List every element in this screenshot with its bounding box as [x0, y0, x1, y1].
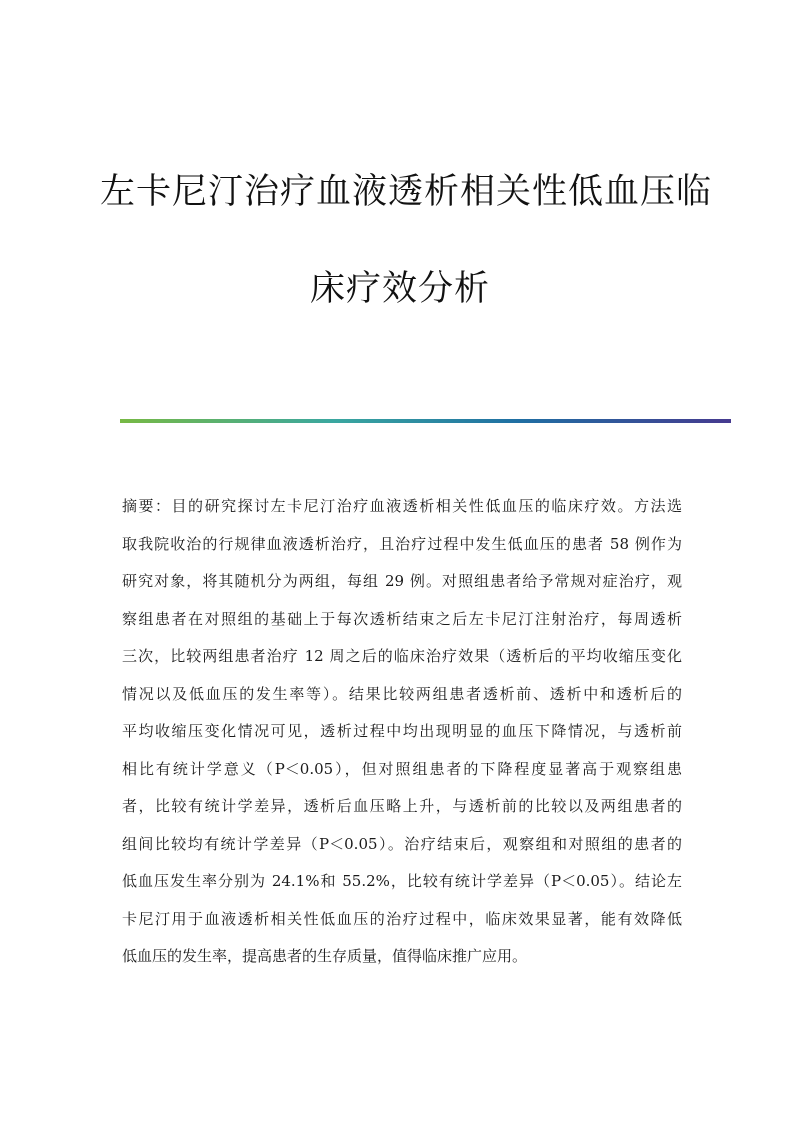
abstract-line-13: 低血压的发生率，提高患者的生存质量，值得临床推广应用。 — [122, 947, 528, 965]
abstract-line-4: 察组患者在对照组的基础上于每次透析结束之后左卡尼汀注射治疗，每周透析 — [122, 609, 682, 628]
title-line-1: 左卡尼汀治疗血液透析相关性低血压临 — [100, 172, 713, 212]
title-divider — [120, 419, 731, 423]
abstract-line-11: 低血压发生率分别为 24.1%和 55.2%，比较有统计学差异（P＜0.05）。结论左 — [122, 872, 682, 890]
abstract-paragraph — [122, 488, 682, 976]
abstract-line-10: 组间比较均有统计学差异（P＜0.05）。治疗结束后，观察组和对照组的患者的 — [122, 834, 682, 853]
title-line-2: 床疗效分析 — [309, 269, 490, 309]
abstract-line-3: 研究对象，将其随机分为两组，每组 29 例。对照组患者给予常规对症治疗，观 — [122, 572, 682, 590]
abstract-line-8: 相比有统计学意义（P＜0.05），但对照组患者的下降程度显著高于观察组患 — [122, 759, 682, 778]
abstract-line-12: 卡尼汀用于血液透析相关性低血压的治疗过程中，临床效果显著，能有效降低 — [122, 909, 682, 928]
abstract-line-6: 情况以及低血压的发生率等）。结果比较两组患者透析前、透析中和透析后的 — [122, 684, 682, 703]
abstract-line-7: 平均收缩压变化情况可见，透析过程中均出现明显的血压下降情况，与透析前 — [122, 722, 682, 740]
abstract-line-1: 摘要：目的研究探讨左卡尼汀治疗血液透析相关性低血压的临床疗效。方法选 — [122, 497, 682, 515]
document-title — [100, 170, 713, 311]
abstract-line-9: 者，比较有统计学差异，透析后血压略上升，与透析前的比较以及两组患者的 — [122, 797, 682, 815]
abstract-line-2: 取我院收治的行规律血液透析治疗，且治疗过程中发生低血压的患者 58 例作为 — [122, 534, 682, 553]
abstract-line-5: 三次，比较两组患者治疗 12 周之后的临床治疗效果（透析后的平均收缩压变化 — [122, 647, 682, 665]
